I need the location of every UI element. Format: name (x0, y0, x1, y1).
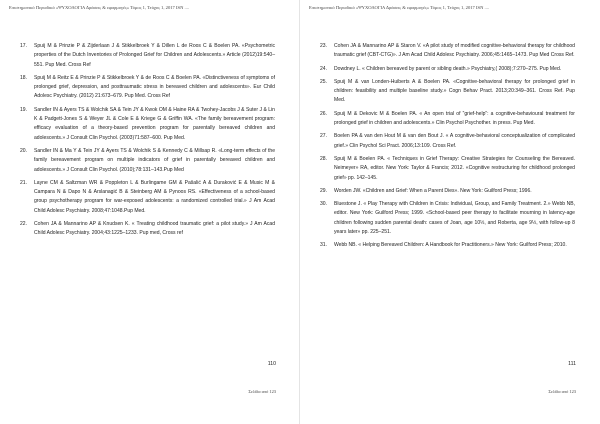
reference-text: Dowdney L. « Children bereaved by parent or sibling death.» Psychiatry,( 2008);7:270–275. Pup Med. (334, 65, 562, 72)
reference-list (320, 42, 575, 255)
journal-header: Επιστημονικό Περιοδικό «ΨΥΧΟΛΟΓΙΑ Δράσεις & εφαρμογές» Τόμος 1, Τεύχος 1, 2017 ISN .... (309, 5, 490, 10)
reference-text: Spuij M & Prinzie P & Zijderlaan J & Stikkelbroek Y & Dillen L de Roos C & Boelen PA. «Psychometric properties of the Dutch Inventories of Prolonged Grief for Children and Adolescents.» Article (2012)19:540–551. Pup Med. Cross Ref (34, 43, 275, 68)
reference-number: 29. (320, 187, 328, 194)
reference-number: 20. (20, 147, 28, 154)
reference-item (320, 187, 575, 196)
page-number: 110 (267, 361, 276, 367)
page-number: 111 (568, 361, 576, 367)
reference-item (20, 74, 275, 102)
reference-item (20, 147, 275, 175)
reference-number: 19. (20, 106, 28, 113)
reference-item (320, 78, 575, 106)
reference-item (320, 65, 575, 74)
reference-item (320, 200, 575, 237)
reference-number: 18. (20, 74, 28, 81)
reference-text: Bluestone J. « Play Therapy with Children in Crisis: Individual, Group, and Family Treatment. 2.» Webb NB, editor. New York: Guilford Press; 1999. «School-based peer therapy to facilitate mourning in latency-age children following sudden parental death: cases of Joan, age 10½, and Roberta, age 9½, with follow-up 8 years later» pp. 225–251. (334, 201, 575, 236)
reference-list (20, 42, 275, 243)
reference-text: Spuij M & Dekovic M & Boelen PA. « An open trial of “grief-help”: a cognitive-behavioural treatment for prolonged grief in children and adolescents.» Clin Psychol Psychother. in press. Pup Med. (334, 110, 575, 127)
reference-number: 21. (20, 179, 28, 186)
reference-text: Sandler IN & Ayers TS & Wolchik SA & Tein JY & Kwok OM & Haine RA & Twohey-Jacobs J & Suter J & Lin K & Padgett-Jones S & Weyer JL & Cole E & Kriege G & Griffin WA. «The family bereavement program: efficacy evaluation of a theory-based prevention program for parentally bereaved children and adolescents.» J Consult Clin Psychol. (2003)71:587–600. Pup Med. (34, 106, 275, 141)
reference-text: Worden JW. «Children and Grief: When a Parent Dies». New York: Guilford Press; 1996. (334, 187, 532, 194)
reference-text: Spuij M & Reitz E & Prinzie P & Stikkelbroek Y & de Roos C & Boelen PA. «Distinctiveness of symptoms of prolonged grief, depression, and posttraumatic stress in bereaved children and adolescents». Eur Child Adolesc Psychiatry. (2012) 21:673–679. Pup Med. Cross Ref (34, 74, 275, 100)
reference-number: 31. (320, 242, 328, 249)
reference-number: 23. (320, 43, 328, 49)
reference-item (320, 241, 575, 250)
reference-text: Cohen JA & Mannarino AP & Staron V. «A pilot study of modified cognitive-behavioral therapy for childhood traumatic grief (CBT-CTG)». J Am Acad Child Adolesc Psychiatry. 2006;45:1465–1473. Pup Med Cross Ref. (334, 43, 575, 59)
reference-number: 24. (320, 65, 328, 72)
reference-text: Sandler IN & Ma Y & Tein JY & Ayers TS & Wolchik S & Kennedy C & Millsap R. «Long-term effects of the family bereavement program on multiple indicators of grief in parentally bereaved children and adolescents.» J Consult Clin Psychol. (2010);78:131–143.Pup Med (34, 147, 275, 173)
reference-number: 28. (320, 155, 328, 162)
reference-item (20, 179, 275, 216)
reference-text: Webb NB. « Helping Bereaved Children: A Handbook for Practitioners.» New York: Guilford Press; 2010. (334, 242, 567, 249)
reference-number: 17. (20, 43, 28, 49)
reference-number: 25. (320, 78, 328, 85)
reference-item (320, 42, 575, 61)
reference-number: 26. (320, 110, 328, 117)
reference-item (20, 220, 275, 239)
page-of-label: Σελίδα από 123 (248, 389, 276, 394)
reference-text: Spuij M & Boelen PA. « Techniques in Grief Therapy: Creative Strategies for Counseling the Bereaved. Neimeyer» RA, editor. New York: Taylor & Francis; 2012. «Cognitive restructuring for childhood prolonged grief» pp. 142–145. (334, 155, 575, 181)
reference-number: 30. (320, 201, 328, 208)
reference-text: Spuij M & van Londen-Huiberts A & Boelen PA. «Cognitive-behavioral therapy for prolonged grief in children: feasibility and multiple baseline study.» Cogn Behav Pract. 2013;20:349–361. Cross Ref. Pup Med. (334, 78, 575, 104)
reference-text: Cohen JA & Mannarino AP & Knudsen K. « Treating childhood traumatic grief: a pilot study.» J Am Acad Child Adolesc Psychiatry. 2004;43:1225–1233. Pup med, Cross ref (34, 221, 275, 237)
reference-item (320, 155, 575, 183)
reference-item (320, 110, 575, 129)
page-of-label: Σελίδα από 123 (548, 389, 576, 394)
reference-text: Layne CM & Saltzman WR & Poppleton L & Burlingame GM & Pašalić A & Duraković E & Music M & Campara N & Dapo N & Arslanagić B & Steinberg AM & Pynoos RS. «Effectiveness of a school-based group psychotherapy program for war-exposed adolescents: a randomized controlled trial.» J Am Acad Child Adolesc Psychiatry. 2008;47:1048.Pup Med. (34, 179, 275, 214)
reference-item (20, 106, 275, 143)
reference-number: 27. (320, 133, 328, 140)
right-page (300, 0, 600, 424)
reference-item (320, 132, 575, 151)
reference-item (20, 42, 275, 70)
reference-number: 22. (20, 221, 28, 228)
reference-text: Boelen PA & van den Hout M & van den Bout J. « A cognitive-behavioral conceptualization of complicated grief.» Clin Psychol Sci Pract. 2006;13:109. Cross Ref. (334, 133, 575, 149)
journal-header: Επιστημονικό Περιοδικό «ΨΥΧΟΛΟΓΙΑ Δράσεις & εφαρμογές» Τόμος 1, Τεύχος 1, 2017 ISN .... (9, 5, 190, 10)
